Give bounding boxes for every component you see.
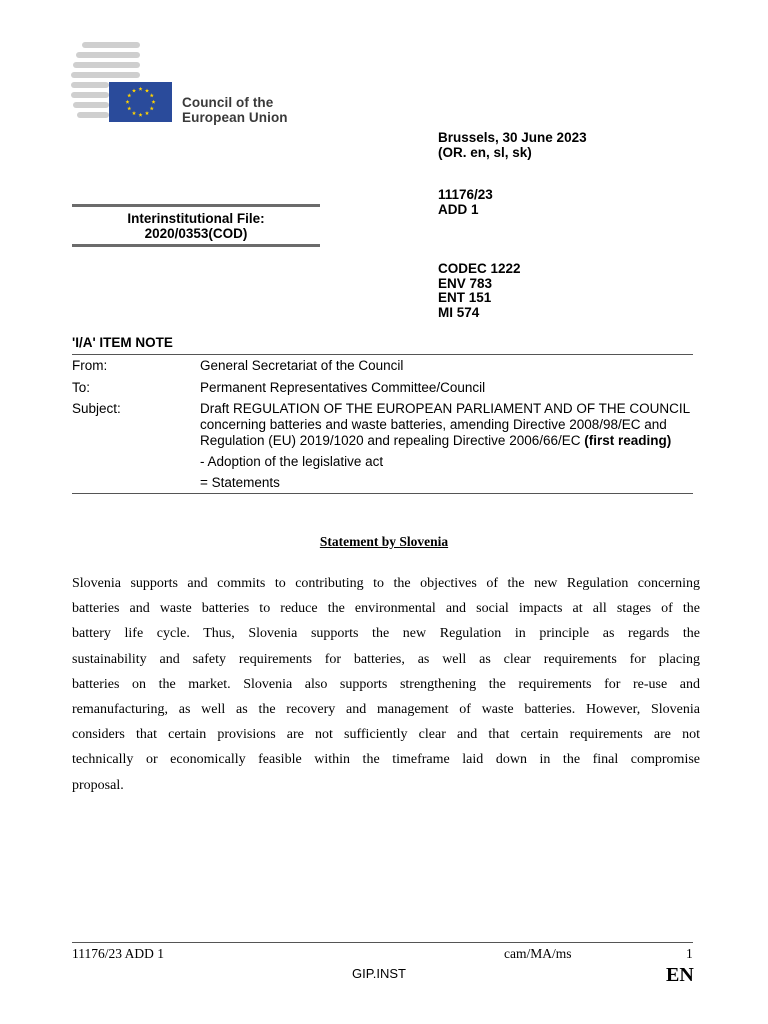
statement-line: remanufacturing, as well as the recovery and management of waste batteries. However, Slovenia [72,702,700,718]
interinstitutional-number: 2020/0353(COD) [144,226,248,241]
document-number: 11176/23 [438,187,493,202]
statement-line: battery life cycle. Thus, Slovenia supports the new Regulation in principle as regards the [72,626,700,642]
bottom-rule [72,244,320,247]
language-code: EN [666,964,694,986]
codes-block [438,262,521,320]
to-label: To: [72,380,91,395]
organisation-line1: Council of the [182,95,274,110]
statement-line: batteries and waste batteries to reduce the environmental and social impacts at all stages of the [72,601,700,617]
item-note-type: 'I/A' ITEM NOTE [72,335,173,350]
to-value: Permanent Representatives Committee/Council [200,380,486,395]
subject-row [72,401,693,493]
footer-department: GIP.INST [352,966,406,981]
council-logo [70,40,180,124]
statement-line: considers that certain provisions are not sufficiently clear and that certain requirements are not [72,727,700,743]
statement-line: technically or economically feasible within the timeframe laid down in the final compromise [72,752,700,768]
code-codec: CODEC 1222 [438,261,521,276]
from-label: From: [72,358,108,373]
subject-label: Subject: [72,401,121,416]
to-row [72,376,693,401]
footer-rule [72,942,693,943]
from-value: General Secretariat of the Council [200,358,404,373]
footer-initials: cam/MA/ms [504,946,572,961]
statement-line: batteries on the market. Slovenia also supports strengthening the requirements for re-use and [72,676,700,692]
subject-adoption: - Adoption of the legislative act [200,454,384,469]
place-date-block [438,131,587,160]
code-mi: MI 574 [438,304,480,320]
subject-text: Draft REGULATION OF THE EUROPEAN PARLIAMENT AND OF THE COUNCIL concerning batteries and waste batteries, amending Directive 2008/98/EC and Regulation (EU) 2019/1020 and repealing Directive 2006/66/EC [200,401,690,448]
interinstitutional-text [72,207,320,244]
document-number-block [438,188,493,217]
footer-reference: 11176/23 ADD 1 [72,946,165,961]
organisation-name [182,95,288,125]
code-env: ENV 783 [438,275,493,291]
statement-line: sustainability and safety requirements for batteries, as well as clear requirements for placing [72,651,700,667]
code-ent: ENT 151 [438,290,492,305]
statement-line: Slovenia supports and commits to contributing to the objectives of the new Regulation concerning [72,576,700,591]
addendum-label: ADD 1 [438,201,479,217]
note-metadata-table [72,354,693,494]
interinstitutional-label: Interinstitutional File: [127,211,265,226]
statement-line: proposal. [72,777,124,793]
subject-reading: (first reading) [584,433,672,448]
subject-text-block [200,401,693,449]
interinstitutional-file [72,204,320,247]
place-date: Brussels, 30 June 2023 [438,130,587,145]
subject-value [200,401,693,493]
original-languages: (OR. en, sl, sk) [438,144,532,160]
from-row [72,355,693,376]
subject-statements: = Statements [200,475,280,490]
organisation-line2: European Union [182,110,288,125]
statement-body [72,571,700,798]
statement-title: Statement by Slovenia [319,534,449,549]
page-number: 1 [686,946,693,961]
